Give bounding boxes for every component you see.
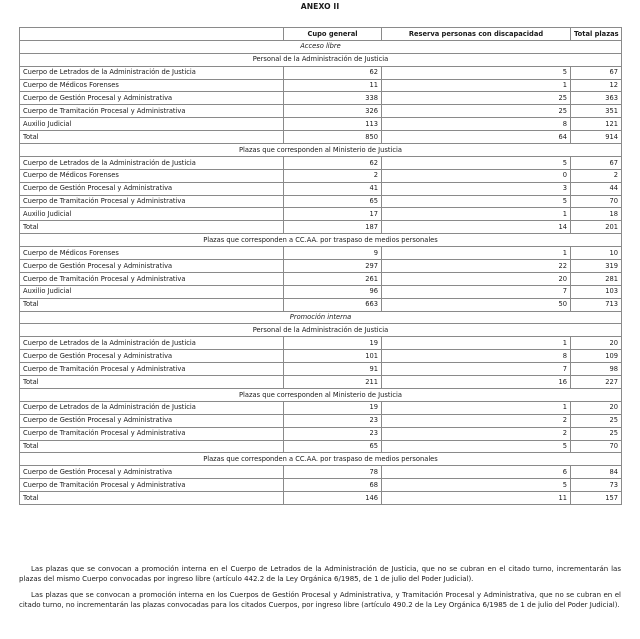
section-row xyxy=(20,144,622,157)
row-label: Cuerpo de Médicos Forenses xyxy=(20,169,284,182)
cell-reserva: 5 xyxy=(382,66,571,79)
cell-total: 351 xyxy=(571,105,622,118)
cell-cupo-general: 146 xyxy=(284,492,382,505)
row-label: Cuerpo de Tramitación Procesal y Administrativa xyxy=(20,195,284,208)
section-label: Plazas que corresponden al Ministerio de Justicia xyxy=(20,388,622,401)
cell-total: 70 xyxy=(571,195,622,208)
table-row xyxy=(20,169,622,182)
cell-cupo-general: 62 xyxy=(284,156,382,169)
table-body xyxy=(20,40,622,504)
table-row xyxy=(20,156,622,169)
table-row xyxy=(20,79,622,92)
cell-cupo-general: 338 xyxy=(284,92,382,105)
cell-reserva: 50 xyxy=(382,298,571,311)
cell-total: 84 xyxy=(571,466,622,479)
row-label: Cuerpo de Médicos Forenses xyxy=(20,79,284,92)
cell-reserva: 2 xyxy=(382,427,571,440)
total-row xyxy=(20,131,622,144)
header-cupo-general: Cupo general xyxy=(284,28,382,41)
cell-reserva: 6 xyxy=(382,466,571,479)
section-label: Plazas que corresponden al Ministerio de Justicia xyxy=(20,144,622,157)
cell-reserva: 1 xyxy=(382,401,571,414)
cell-total: 914 xyxy=(571,131,622,144)
cell-total: 363 xyxy=(571,92,622,105)
cell-reserva: 7 xyxy=(382,285,571,298)
cell-reserva: 25 xyxy=(382,92,571,105)
table-row xyxy=(20,247,622,260)
row-label: Cuerpo de Gestión Procesal y Administrativa xyxy=(20,260,284,273)
cell-total: 713 xyxy=(571,298,622,311)
row-label: Cuerpo de Letrados de la Administración de Justicia xyxy=(20,156,284,169)
cell-cupo-general: 62 xyxy=(284,66,382,79)
cell-total: 2 xyxy=(571,169,622,182)
row-label: Total xyxy=(20,221,284,234)
cell-cupo-general: 261 xyxy=(284,272,382,285)
section-row xyxy=(20,324,622,337)
total-row xyxy=(20,221,622,234)
row-label: Cuerpo de Tramitación Procesal y Administrativa xyxy=(20,363,284,376)
cell-cupo-general: 96 xyxy=(284,285,382,298)
cell-reserva: 8 xyxy=(382,350,571,363)
cell-reserva: 20 xyxy=(382,272,571,285)
row-label: Auxilio Judicial xyxy=(20,118,284,131)
section-label: Acceso libre xyxy=(20,40,622,53)
cell-cupo-general: 23 xyxy=(284,427,382,440)
row-label: Cuerpo de Gestión Procesal y Administrativa xyxy=(20,182,284,195)
table-row xyxy=(20,363,622,376)
table-row xyxy=(20,272,622,285)
cell-total: 98 xyxy=(571,363,622,376)
cell-total: 227 xyxy=(571,376,622,389)
row-label: Total xyxy=(20,440,284,453)
header-total-plazas: Total plazas xyxy=(571,28,622,41)
table-row xyxy=(20,414,622,427)
note-paragraph: Las plazas que se convocan a promoción interna en el Cuerpo de Letrados de la Administración de Justicia, que no se cubran en el citado turno, incrementarán las plazas del mismo Cuerpo convocadas por ingreso libre (artículo 442.2 de la Ley Orgánica 6/1985, de 1 de julio del Poder Judicial). xyxy=(19,565,621,583)
cell-cupo-general: 78 xyxy=(284,466,382,479)
cell-total: 67 xyxy=(571,66,622,79)
cell-reserva: 1 xyxy=(382,247,571,260)
cell-total: 281 xyxy=(571,272,622,285)
note-paragraph: Las plazas que se convocan a promoción interna en los Cuerpos de Gestión Procesal y Administrativa, y Tramitación Procesal y Administrativa, que no se cubran en el citado turno, no incrementarán las plazas convocadas para los citados Cuerpos, por ingreso libre (artículo 490.2 de la Ley Orgánica 6/1985 de 1 de julio del Poder Judicial). xyxy=(19,591,621,609)
section-row xyxy=(20,311,622,324)
cell-cupo-general: 19 xyxy=(284,337,382,350)
table-row xyxy=(20,195,622,208)
cell-total: 20 xyxy=(571,401,622,414)
cell-total: 103 xyxy=(571,285,622,298)
table-row xyxy=(20,427,622,440)
cell-total: 157 xyxy=(571,492,622,505)
cell-reserva: 25 xyxy=(382,105,571,118)
row-label: Cuerpo de Gestión Procesal y Administrativa xyxy=(20,414,284,427)
section-row xyxy=(20,388,622,401)
section-row xyxy=(20,453,622,466)
header-reserva-discapacidad: Reserva personas con discapacidad xyxy=(382,28,571,41)
cell-total: 319 xyxy=(571,260,622,273)
cell-cupo-general: 101 xyxy=(284,350,382,363)
row-label: Total xyxy=(20,376,284,389)
annex-title: ANEXO II xyxy=(300,2,340,11)
row-label: Total xyxy=(20,492,284,505)
header-cuerpo xyxy=(20,28,284,41)
cell-reserva: 5 xyxy=(382,440,571,453)
table-row xyxy=(20,92,622,105)
cell-total: 121 xyxy=(571,118,622,131)
cell-total: 44 xyxy=(571,182,622,195)
table-row xyxy=(20,466,622,479)
cell-reserva: 11 xyxy=(382,492,571,505)
table-row xyxy=(20,337,622,350)
cell-reserva: 64 xyxy=(382,131,571,144)
cell-reserva: 5 xyxy=(382,479,571,492)
cell-reserva: 22 xyxy=(382,260,571,273)
cell-total: 18 xyxy=(571,208,622,221)
row-label: Cuerpo de Gestión Procesal y Administrativa xyxy=(20,466,284,479)
row-label: Cuerpo de Gestión Procesal y Administrativa xyxy=(20,92,284,105)
cell-cupo-general: 850 xyxy=(284,131,382,144)
cell-total: 109 xyxy=(571,350,622,363)
cell-reserva: 1 xyxy=(382,208,571,221)
section-label: Personal de la Administración de Justicia xyxy=(20,324,622,337)
cell-total: 10 xyxy=(571,247,622,260)
section-label: Plazas que corresponden a CC.AA. por traspaso de medios personales xyxy=(20,234,622,247)
total-row xyxy=(20,492,622,505)
row-label: Cuerpo de Médicos Forenses xyxy=(20,247,284,260)
cell-total: 201 xyxy=(571,221,622,234)
table-row xyxy=(20,401,622,414)
row-label: Auxilio Judicial xyxy=(20,208,284,221)
row-label: Cuerpo de Letrados de la Administración de Justicia xyxy=(20,401,284,414)
row-label: Cuerpo de Letrados de la Administración de Justicia xyxy=(20,66,284,79)
row-label: Cuerpo de Tramitación Procesal y Administrativa xyxy=(20,479,284,492)
cell-cupo-general: 326 xyxy=(284,105,382,118)
cell-reserva: 7 xyxy=(382,363,571,376)
cell-cupo-general: 2 xyxy=(284,169,382,182)
table-row xyxy=(20,66,622,79)
cell-total: 70 xyxy=(571,440,622,453)
row-label: Cuerpo de Tramitación Procesal y Administrativa xyxy=(20,105,284,118)
total-row xyxy=(20,440,622,453)
table-row xyxy=(20,350,622,363)
cell-reserva: 8 xyxy=(382,118,571,131)
table-row xyxy=(20,208,622,221)
cell-cupo-general: 297 xyxy=(284,260,382,273)
table-row xyxy=(20,479,622,492)
cell-total: 25 xyxy=(571,414,622,427)
row-label: Cuerpo de Tramitación Procesal y Administrativa xyxy=(20,272,284,285)
cell-reserva: 5 xyxy=(382,156,571,169)
cell-reserva: 2 xyxy=(382,414,571,427)
plazas-table xyxy=(19,27,622,505)
cell-cupo-general: 9 xyxy=(284,247,382,260)
cell-total: 20 xyxy=(571,337,622,350)
cell-total: 25 xyxy=(571,427,622,440)
row-label: Cuerpo de Letrados de la Administración de Justicia xyxy=(20,337,284,350)
section-row xyxy=(20,234,622,247)
cell-reserva: 3 xyxy=(382,182,571,195)
section-label: Promoción interna xyxy=(20,311,622,324)
table-row xyxy=(20,105,622,118)
cell-cupo-general: 211 xyxy=(284,376,382,389)
cell-reserva: 16 xyxy=(382,376,571,389)
section-label: Plazas que corresponden a CC.AA. por traspaso de medios personales xyxy=(20,453,622,466)
cell-cupo-general: 41 xyxy=(284,182,382,195)
cell-cupo-general: 11 xyxy=(284,79,382,92)
cell-cupo-general: 663 xyxy=(284,298,382,311)
section-label: Personal de la Administración de Justicia xyxy=(20,53,622,66)
row-label: Cuerpo de Gestión Procesal y Administrativa xyxy=(20,350,284,363)
table-row xyxy=(20,260,622,273)
footnotes xyxy=(19,564,621,616)
row-label: Auxilio Judicial xyxy=(20,285,284,298)
table-row xyxy=(20,118,622,131)
cell-reserva: 14 xyxy=(382,221,571,234)
cell-cupo-general: 113 xyxy=(284,118,382,131)
cell-cupo-general: 187 xyxy=(284,221,382,234)
cell-cupo-general: 91 xyxy=(284,363,382,376)
cell-reserva: 1 xyxy=(382,79,571,92)
section-row xyxy=(20,40,622,53)
cell-total: 73 xyxy=(571,479,622,492)
cell-reserva: 0 xyxy=(382,169,571,182)
row-label: Total xyxy=(20,131,284,144)
cell-cupo-general: 19 xyxy=(284,401,382,414)
row-label: Cuerpo de Tramitación Procesal y Administrativa xyxy=(20,427,284,440)
cell-cupo-general: 23 xyxy=(284,414,382,427)
cell-total: 67 xyxy=(571,156,622,169)
table-row xyxy=(20,285,622,298)
cell-cupo-general: 65 xyxy=(284,195,382,208)
cell-cupo-general: 65 xyxy=(284,440,382,453)
total-row xyxy=(20,298,622,311)
cell-cupo-general: 17 xyxy=(284,208,382,221)
cell-cupo-general: 68 xyxy=(284,479,382,492)
cell-reserva: 5 xyxy=(382,195,571,208)
row-label: Total xyxy=(20,298,284,311)
cell-total: 12 xyxy=(571,79,622,92)
table-row xyxy=(20,182,622,195)
total-row xyxy=(20,376,622,389)
table-header-row xyxy=(20,28,622,41)
section-row xyxy=(20,53,622,66)
cell-reserva: 1 xyxy=(382,337,571,350)
